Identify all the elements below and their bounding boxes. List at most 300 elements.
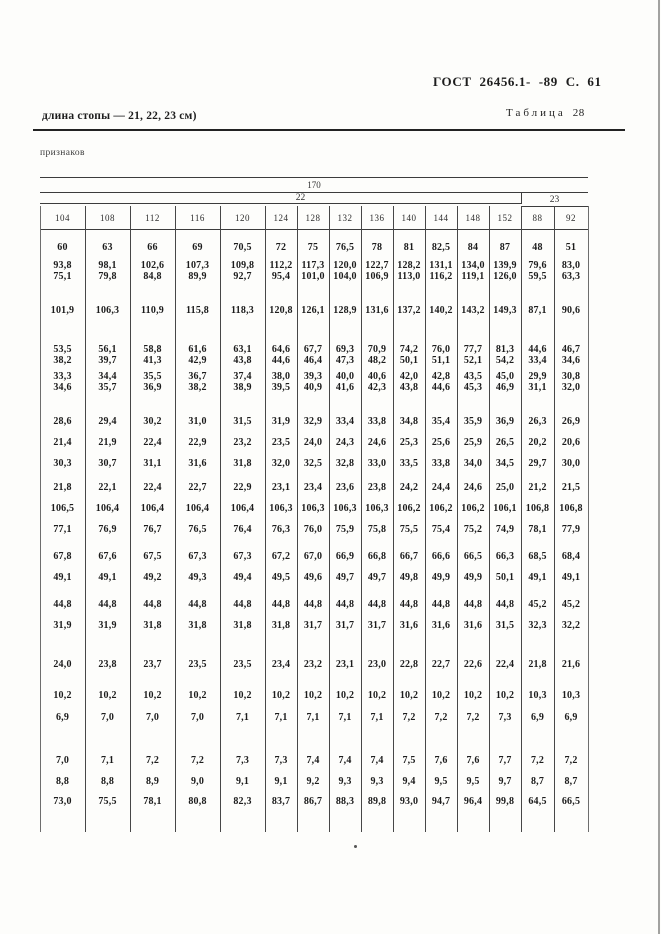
table-cell: 42,9 xyxy=(188,355,207,366)
table-cell: 131,1 xyxy=(429,260,453,271)
column-divider-line xyxy=(329,206,330,832)
table-cell: 23,5 xyxy=(233,659,252,670)
table-cell: 39,7 xyxy=(98,355,117,366)
table-cell: 120,8 xyxy=(269,305,293,316)
table-cell: 42,3 xyxy=(367,382,387,393)
table-cell: 44,8 xyxy=(233,599,252,610)
table-cell: 24,2 xyxy=(399,482,419,493)
table-cell: 101,0 xyxy=(301,271,325,282)
table-cell: 10,3 xyxy=(528,690,547,701)
table-cell: 44,8 xyxy=(335,599,355,610)
table-cell: 67,8 xyxy=(53,551,72,562)
column-header: 128 xyxy=(305,212,321,223)
table-cell: 49,9 xyxy=(431,572,451,583)
table-cell: 10,2 xyxy=(233,690,252,701)
table-cell: 34,0 xyxy=(463,458,483,469)
table-cell: 48 xyxy=(532,242,543,253)
table-cell: 7,7 xyxy=(498,755,512,766)
table-cell: 23,5 xyxy=(271,437,291,448)
table-cell: 93,8 xyxy=(53,260,72,271)
table-cell: 92,7 xyxy=(233,271,252,282)
column-header: 116 xyxy=(190,212,205,223)
table-cell: 119,1 xyxy=(461,271,485,282)
table-cell: 66,3 xyxy=(495,551,515,562)
table-cell: 24,0 xyxy=(303,437,323,448)
table-cell: 24,0 xyxy=(53,659,72,670)
table-cell: 35,9 xyxy=(463,416,483,427)
table-word: Таблица xyxy=(506,107,566,119)
table-cell: 106,3 xyxy=(365,503,389,514)
table-cell: 7,2 xyxy=(402,712,416,723)
table-cell: 140,2 xyxy=(429,305,453,316)
table-cell: 54,2 xyxy=(495,355,515,366)
table-cell: 42,8 xyxy=(431,371,451,382)
table-cell: 26,3 xyxy=(528,416,547,427)
column-header: 132 xyxy=(337,212,353,223)
table-cell: 64,6 xyxy=(271,344,291,355)
table-cell: 61,6 xyxy=(188,344,207,355)
column-header: 92 xyxy=(566,212,576,223)
table-cell: 9,5 xyxy=(434,776,448,787)
table-cell: 41,3 xyxy=(143,355,162,366)
table-cell: 106,2 xyxy=(397,503,421,514)
table-cell: 78 xyxy=(371,242,383,253)
table-cell: 63 xyxy=(102,242,113,253)
table-row xyxy=(40,458,588,469)
table-cell: 22,7 xyxy=(431,659,451,670)
table-cell: 31,6 xyxy=(188,458,207,469)
column-header: 136 xyxy=(369,212,385,223)
table-cell: 10,3 xyxy=(561,690,581,701)
table-row xyxy=(40,776,588,787)
table-cell: 131,6 xyxy=(365,305,389,316)
column-divider-line xyxy=(521,206,522,832)
table-cell: 22,1 xyxy=(98,482,117,493)
table-cell: 67,6 xyxy=(98,551,117,562)
table-cell: 67,2 xyxy=(271,551,291,562)
table-cell: 49,7 xyxy=(367,572,387,583)
table-cell: 25,9 xyxy=(463,437,483,448)
table-cell: 128,9 xyxy=(333,305,357,316)
column-divider-line xyxy=(40,206,41,832)
table-cell: 76,3 xyxy=(271,524,291,535)
table-cell: 8,9 xyxy=(145,776,160,787)
column-divider-line xyxy=(457,206,458,832)
table-row xyxy=(40,659,588,670)
foot-length-span-22: 22 xyxy=(295,193,306,203)
table-cell: 9,0 xyxy=(190,776,205,787)
scan-dot-artifact xyxy=(354,845,357,848)
table-cell: 77,9 xyxy=(561,524,581,535)
table-cell: 38,0 xyxy=(271,371,291,382)
table-cell: 44,8 xyxy=(98,599,117,610)
table-cell: 32,9 xyxy=(303,416,323,427)
table-cell: 66,7 xyxy=(399,551,419,562)
table-cell: 9,2 xyxy=(306,776,320,787)
table-row xyxy=(40,572,588,583)
table-cell: 6,9 xyxy=(55,712,70,723)
table-cell: 45,2 xyxy=(561,599,581,610)
table-cell: 36,7 xyxy=(188,371,207,382)
table-cell: 60 xyxy=(57,242,68,253)
table-cell: 96,4 xyxy=(463,796,483,807)
table-cell: 29,9 xyxy=(528,371,547,382)
table-cell: 45,0 xyxy=(495,371,515,382)
foot-length-caption: длина стопы — 21, 22, 23 см) xyxy=(42,110,197,122)
table-cell: 37,4 xyxy=(233,371,252,382)
table-cell: 81,3 xyxy=(495,344,515,355)
table-cell: 72 xyxy=(275,242,287,253)
table-cell: 106,2 xyxy=(461,503,485,514)
table-cell: 38,9 xyxy=(233,382,252,393)
table-cell: 49,5 xyxy=(271,572,291,583)
table-cell: 106,4 xyxy=(230,503,255,514)
table-cell: 89,8 xyxy=(367,796,387,807)
table-cell: 31,7 xyxy=(367,620,387,631)
table-cell: 63,3 xyxy=(561,271,581,282)
table-cell: 120,0 xyxy=(333,260,357,271)
table-cell: 139,9 xyxy=(493,260,517,271)
table-cell: 118,3 xyxy=(231,305,254,316)
table-cell: 31,6 xyxy=(399,620,419,631)
column-divider-line xyxy=(489,206,490,832)
table-cell: 31,6 xyxy=(463,620,483,631)
table-cell: 7,0 xyxy=(100,712,115,723)
table-cell: 33,4 xyxy=(528,355,547,366)
column-divider-line xyxy=(361,206,362,832)
table-cell: 75,1 xyxy=(53,271,72,282)
foot-length-span-23: 23 xyxy=(549,195,560,205)
table-cell: 99,8 xyxy=(495,796,515,807)
table-cell: 33,0 xyxy=(367,458,387,469)
table-cell: 112,2 xyxy=(269,260,293,271)
table-cell: 66 xyxy=(147,242,158,253)
table-cell: 84 xyxy=(467,242,479,253)
table-row xyxy=(40,620,588,631)
table-cell: 8,7 xyxy=(530,776,545,787)
column-header: 148 xyxy=(465,212,481,223)
table-cell: 113,0 xyxy=(397,271,421,282)
table-cell: 10,2 xyxy=(399,690,419,701)
table-cell: 106,9 xyxy=(365,271,389,282)
column-header: 112 xyxy=(145,212,160,223)
table-cell: 63,1 xyxy=(233,344,252,355)
table-cell: 28,6 xyxy=(53,416,72,427)
table-cell: 8,8 xyxy=(100,776,115,787)
table-cell: 10,2 xyxy=(188,690,207,701)
table-cell: 6,9 xyxy=(530,712,545,723)
table-cell: 106,3 xyxy=(269,503,293,514)
column-divider-line xyxy=(554,206,555,832)
table-cell: 10,2 xyxy=(495,690,515,701)
table-cell: 9,5 xyxy=(466,776,480,787)
table-cell: 69,3 xyxy=(335,344,355,355)
column-header: 140 xyxy=(401,212,417,223)
table-row xyxy=(40,599,588,610)
table-cell: 23,2 xyxy=(233,437,252,448)
table-cell: 49,3 xyxy=(188,572,207,583)
table-cell: 49,4 xyxy=(233,572,252,583)
table-cell: 7,2 xyxy=(434,712,448,723)
table-cell: 44,8 xyxy=(53,599,72,610)
table-cell: 10,2 xyxy=(53,690,72,701)
table-cell: 7,2 xyxy=(530,755,545,766)
table-number-label xyxy=(506,107,585,119)
table-cell: 98,1 xyxy=(98,260,117,271)
table-cell: 40,9 xyxy=(303,382,323,393)
column-header: 144 xyxy=(433,212,449,223)
table-cell: 32,2 xyxy=(561,620,581,631)
table-cell: 75,5 xyxy=(98,796,117,807)
table-row xyxy=(40,482,588,493)
table-cell: 7,0 xyxy=(55,755,70,766)
table-cell: 106,8 xyxy=(559,503,583,514)
table-cell: 44,8 xyxy=(188,599,207,610)
table-cell: 110,9 xyxy=(141,305,164,316)
column-header: 124 xyxy=(273,212,289,223)
table-cell: 106,5 xyxy=(50,503,75,514)
table-cell: 23,1 xyxy=(271,482,291,493)
table-cell: 76,0 xyxy=(303,524,323,535)
column-divider-line xyxy=(425,206,426,832)
table-cell: 34,5 xyxy=(495,458,515,469)
table-cell: 116,2 xyxy=(429,271,453,282)
table-cell: 24,6 xyxy=(367,437,387,448)
table-cell: 38,2 xyxy=(188,382,207,393)
table-cell: 80,8 xyxy=(188,796,207,807)
table-cell: 81 xyxy=(403,242,415,253)
table-cell: 29,7 xyxy=(528,458,547,469)
table-cell: 64,5 xyxy=(528,796,547,807)
table-cell: 32,5 xyxy=(303,458,323,469)
table-cell: 7,6 xyxy=(466,755,480,766)
table-row xyxy=(40,503,588,514)
table-cell: 126,1 xyxy=(301,305,325,316)
table-cell: 24,3 xyxy=(335,437,355,448)
table-cell: 70,5 xyxy=(233,242,252,253)
table-cell: 6,9 xyxy=(564,712,578,723)
table-cell: 38,2 xyxy=(53,355,72,366)
table-cell: 40,0 xyxy=(335,371,355,382)
table-cell: 10,2 xyxy=(463,690,483,701)
table-cell: 44,8 xyxy=(143,599,162,610)
table-cell: 44,6 xyxy=(528,344,547,355)
table-cell: 31,1 xyxy=(528,382,547,393)
table-cell: 41,6 xyxy=(335,382,355,393)
table-cell: 76,7 xyxy=(143,524,162,535)
table-cell: 31,9 xyxy=(53,620,72,631)
table-cell: 7,1 xyxy=(100,755,115,766)
table-cell: 8,7 xyxy=(564,776,578,787)
table-cell: 32,8 xyxy=(335,458,355,469)
table-cell: 21,8 xyxy=(53,482,72,493)
table-cell: 88,3 xyxy=(335,796,355,807)
table-cell: 82,5 xyxy=(431,242,451,253)
table-cell: 49,1 xyxy=(561,572,581,583)
table-cell: 56,1 xyxy=(98,344,117,355)
table-cell: 74,2 xyxy=(399,344,419,355)
table-cell: 66,5 xyxy=(561,796,581,807)
column-divider-line xyxy=(85,206,86,832)
table-cell: 51 xyxy=(565,242,577,253)
table-cell: 104,0 xyxy=(333,271,357,282)
table-cell: 7,2 xyxy=(145,755,160,766)
table-cell: 31,8 xyxy=(233,458,252,469)
table-cell: 30,0 xyxy=(561,458,581,469)
data-table xyxy=(40,177,588,837)
table-cell: 23,4 xyxy=(303,482,323,493)
table-cell: 33,8 xyxy=(431,458,451,469)
table-cell: 7,6 xyxy=(434,755,448,766)
table-cell: 10,2 xyxy=(335,690,355,701)
table-cell: 30,2 xyxy=(143,416,162,427)
table-cell: 43,8 xyxy=(233,355,252,366)
table-cell: 51,1 xyxy=(431,355,451,366)
table-row xyxy=(40,416,588,427)
table-cell: 7,5 xyxy=(402,755,416,766)
table-cell: 7,2 xyxy=(190,755,205,766)
table-row xyxy=(40,382,588,393)
table-cell: 7,4 xyxy=(306,755,320,766)
table-cell: 22,4 xyxy=(143,482,162,493)
table-row xyxy=(40,690,588,701)
column-divider-line xyxy=(175,206,176,832)
table-cell: 83,7 xyxy=(271,796,291,807)
table-cell: 21,4 xyxy=(53,437,72,448)
table-cell: 7,1 xyxy=(306,712,320,723)
table-cell: 36,9 xyxy=(495,416,515,427)
table-cell: 77,1 xyxy=(53,524,72,535)
table-cell: 9,7 xyxy=(498,776,512,787)
table-cell: 25,3 xyxy=(399,437,419,448)
table-cell: 49,1 xyxy=(98,572,117,583)
table-cell: 86,7 xyxy=(303,796,323,807)
table-cell: 30,7 xyxy=(98,458,117,469)
column-header: 120 xyxy=(235,212,250,223)
table-row xyxy=(40,371,588,382)
table-cell: 44,8 xyxy=(303,599,323,610)
table-cell: 49,6 xyxy=(303,572,323,583)
column-divider-line xyxy=(220,206,221,832)
table-cell: 7,1 xyxy=(370,712,384,723)
table-cell: 36,9 xyxy=(143,382,162,393)
table-cell: 33,5 xyxy=(399,458,419,469)
table-cell: 42,0 xyxy=(399,371,419,382)
table-cell: 22,9 xyxy=(233,482,252,493)
table-cell: 33,3 xyxy=(53,371,72,382)
span-divider-tick xyxy=(521,192,522,204)
table-cell: 39,3 xyxy=(303,371,323,382)
table-cell: 29,4 xyxy=(98,416,117,427)
table-cell: 44,8 xyxy=(495,599,515,610)
table-cell: 77,7 xyxy=(463,344,483,355)
table-cell: 49,9 xyxy=(463,572,483,583)
table-cell: 31,1 xyxy=(143,458,162,469)
table-cell: 76,9 xyxy=(98,524,117,535)
table-cell: 26,9 xyxy=(561,416,581,427)
table-cell: 75 xyxy=(307,242,319,253)
table-cell: 76,4 xyxy=(233,524,252,535)
table-cell: 109,8 xyxy=(230,260,255,271)
table-cell: 49,1 xyxy=(53,572,72,583)
table-cell: 66,8 xyxy=(367,551,387,562)
table-cell: 8,8 xyxy=(55,776,70,787)
table-cell: 94,7 xyxy=(431,796,451,807)
gost-standard-header: ГОСТ 26456.1- -89 С. 61 xyxy=(433,74,602,89)
table-cell: 31,8 xyxy=(271,620,291,631)
table-cell: 23,8 xyxy=(98,659,117,670)
table-cell: 143,2 xyxy=(461,305,485,316)
table-cell: 59,5 xyxy=(528,271,547,282)
table-cell: 90,6 xyxy=(561,305,581,316)
table-cell: 134,0 xyxy=(461,260,485,271)
table-cell: 73,0 xyxy=(53,796,72,807)
table-cell: 21,9 xyxy=(98,437,117,448)
table-cell: 106,3 xyxy=(95,305,120,316)
table-cell: 26,5 xyxy=(495,437,515,448)
table-cell: 40,6 xyxy=(367,371,387,382)
table-cell: 31,5 xyxy=(495,620,515,631)
column-header: 152 xyxy=(497,212,513,223)
table-row xyxy=(40,796,588,807)
table-cell: 31,5 xyxy=(233,416,252,427)
table-cell: 82,3 xyxy=(233,796,252,807)
span-22-underline xyxy=(40,203,521,204)
table-row xyxy=(40,755,588,766)
table-cell: 70,9 xyxy=(367,344,387,355)
table-cell: 31,7 xyxy=(335,620,355,631)
table-cell: 23,5 xyxy=(188,659,207,670)
column-divider-line xyxy=(297,206,298,832)
table-cell: 34,4 xyxy=(98,371,117,382)
table-cell: 47,3 xyxy=(335,355,355,366)
table-row xyxy=(40,344,588,355)
table-cell: 46,9 xyxy=(495,382,515,393)
table-cell: 10,2 xyxy=(367,690,387,701)
table-cell: 10,2 xyxy=(98,690,117,701)
table-cell: 50,1 xyxy=(399,355,419,366)
table-cell: 25,0 xyxy=(495,482,515,493)
table-cell: 75,4 xyxy=(431,524,451,535)
column-header: 108 xyxy=(100,212,115,223)
table-cell: 68,4 xyxy=(561,551,581,562)
table-cell: 66,6 xyxy=(431,551,451,562)
table-cell: 46,4 xyxy=(303,355,323,366)
table-cell: 106,4 xyxy=(95,503,120,514)
table-body xyxy=(40,229,588,807)
column-divider-line xyxy=(393,206,394,832)
table-cell: 9,4 xyxy=(402,776,416,787)
table-cell: 22,7 xyxy=(188,482,207,493)
table-cell: 50,1 xyxy=(495,572,515,583)
table-cell: 20,6 xyxy=(561,437,581,448)
table-row xyxy=(40,355,588,366)
table-cell: 58,8 xyxy=(143,344,162,355)
table-cell: 76,5 xyxy=(335,242,355,253)
table-cell: 66,9 xyxy=(335,551,355,562)
table-cell: 107,3 xyxy=(185,260,210,271)
table-cell: 21,8 xyxy=(528,659,547,670)
table-cell: 43,5 xyxy=(463,371,483,382)
table-cell: 9,3 xyxy=(338,776,352,787)
table-cell: 48,2 xyxy=(367,355,387,366)
table-top-border xyxy=(40,177,588,178)
table-cell: 106,4 xyxy=(185,503,210,514)
table-cell: 75,9 xyxy=(335,524,355,535)
table-cell: 32,0 xyxy=(561,382,581,393)
table-cell: 7,3 xyxy=(498,712,512,723)
table-cell: 21,2 xyxy=(528,482,547,493)
